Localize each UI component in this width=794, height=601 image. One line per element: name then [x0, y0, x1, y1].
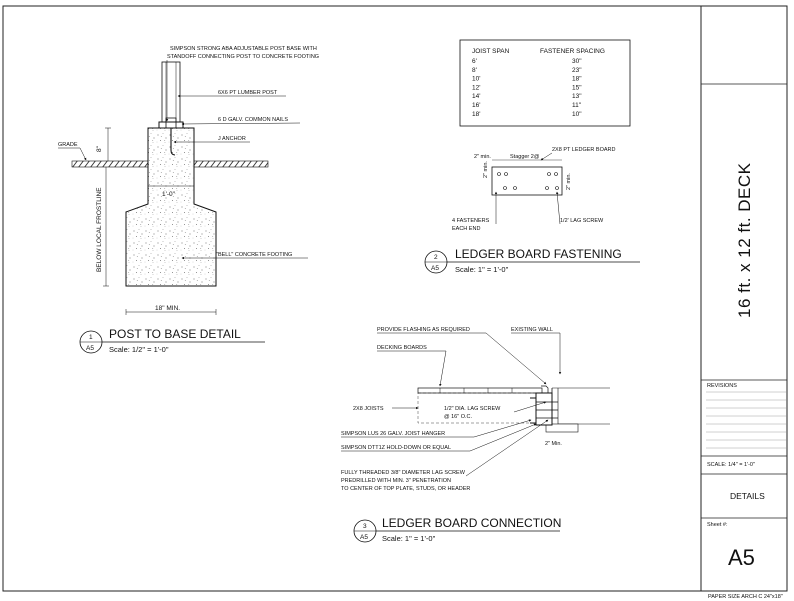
- callout-threaded-2: PREDRILLED WITH MIN. 3" PENETRATION: [341, 478, 452, 484]
- detail-sheet-1: A5: [86, 345, 94, 352]
- dim-left: 2" min.: [483, 161, 489, 178]
- detail-scale-2: Scale: 1" = 1'-0": [455, 265, 509, 274]
- post-base: [159, 122, 183, 128]
- sheet-border: [3, 6, 787, 591]
- fastener-spacing-cell: 23": [572, 66, 582, 74]
- callout-post: 6X6 PT LUMBER POST: [218, 90, 278, 96]
- callout-fasteners-2: EACH END: [452, 226, 481, 232]
- fastener-spacing-cell: 10": [572, 110, 582, 118]
- callout-lag-screw-2: 1/2' LAG SCREW: [560, 218, 604, 224]
- fastener-spacing-cell: 18": [572, 75, 582, 83]
- joist-hanger: [530, 398, 536, 423]
- detail-number-1: 1: [89, 334, 93, 341]
- callout-footing: "BELL" CONCRETE FOOTING: [216, 252, 293, 258]
- fastener-spacing-cell: 11": [572, 102, 582, 109]
- joist-header-span: JOIST SPAN: [472, 48, 510, 55]
- dim-top-left: 2" min.: [474, 154, 491, 160]
- callout-threaded-1: FULLY THREADED 3/8" DIAMETER LAG SCREW: [341, 470, 465, 476]
- callout-anchor: J ANCHOR: [218, 136, 246, 142]
- fastener-spacing-cell: 30": [572, 58, 582, 65]
- ledger-fastening-detail: [425, 147, 640, 274]
- joist-span-cell: 12': [472, 84, 481, 92]
- dim-right: 2" min.: [566, 173, 572, 190]
- callout-threaded-3: TO CENTER OF TOP PLATE, STUDS, OR HEADER: [341, 486, 471, 492]
- detail-sheet-3: A5: [360, 534, 368, 541]
- detail-sheet-2: A5: [431, 265, 439, 272]
- callout-existing-wall: EXISTING WALL: [511, 327, 553, 333]
- joist-span-cell: 8': [472, 66, 477, 74]
- joist-header-spacing: FASTENER SPACING: [540, 48, 605, 55]
- lumber-post: [162, 62, 180, 122]
- title-block: [701, 6, 787, 600]
- revision-rows: [706, 392, 787, 448]
- joist-span-cell: 16': [472, 102, 481, 109]
- callout-joists: 2X8 JOISTS: [353, 406, 384, 412]
- dim-2in-min: 2" Min.: [545, 441, 562, 447]
- callout-flashing: PROVIDE FLASHING AS REQUIRED: [377, 327, 470, 333]
- detail-title-3: LEDGER BOARD CONNECTION: [382, 516, 562, 530]
- detail-number-2: 2: [434, 254, 438, 261]
- detail-scale-3: Scale: 1" = 1'-0": [382, 534, 436, 543]
- detail-title-2: LEDGER BOARD FASTENING: [455, 247, 622, 261]
- joist-span-cell: 14': [472, 93, 481, 101]
- sheet-title: DETAILS: [730, 491, 765, 501]
- callout-post-base-1: SIMPSON STRONG ABA ADJUSTABLE POST BASE WITH: [170, 46, 317, 52]
- dim-min-width: 18" MIN.: [155, 305, 181, 312]
- dim-8in: 8": [96, 146, 103, 152]
- fastener-spacing-cell: 15": [572, 84, 582, 92]
- callout-lag-2: @ 16" O.C.: [444, 414, 473, 420]
- joist-span-table: [460, 40, 630, 126]
- sheet-label: Sheet #:: [707, 522, 728, 528]
- post-to-base-detail: [58, 46, 319, 354]
- footer-note: PAPER SIZE ARCH C 24"x18": [708, 594, 783, 600]
- decking-boards: [418, 388, 542, 393]
- callout-hanger: SIMPSON LUS 26 GALV. JOIST HANGER: [341, 431, 446, 437]
- callout-fasteners-1: 4 FASTENERS: [452, 218, 490, 224]
- callout-nails: 6 D GALV. COMMON NAILS: [218, 117, 288, 123]
- dim-1ft: 1'-0": [162, 191, 175, 198]
- detail-scale-1: Scale: 1/2" = 1'-0": [109, 345, 169, 354]
- frostline-label: BELOW LOCAL FROSTLINE: [96, 187, 103, 272]
- detail-number-3: 3: [363, 523, 367, 530]
- callout-decking: DECKING BOARDS: [377, 345, 427, 351]
- ledger-board-section: [536, 393, 552, 425]
- ledger-connection-detail: [341, 327, 610, 543]
- joist-span-cell: 18': [472, 110, 481, 118]
- project-title: 16 ft. x 12 ft. DECK: [735, 162, 754, 318]
- joist-span-cell: 10': [472, 75, 481, 83]
- fastener-spacing-cell: 13": [572, 93, 582, 101]
- callout-ledger-board: 2X8 PT LEDGER BOARD: [552, 147, 616, 153]
- dim-top-mid: Stagger 2@: [510, 154, 540, 160]
- revisions-label: REVISIONS: [707, 383, 737, 389]
- callout-post-base-2: STANDOFF CONNECTING POST TO CONCRETE FOOTING: [167, 54, 320, 60]
- ledger-board-elevation: [492, 167, 562, 195]
- callout-grade: GRADE: [58, 142, 78, 148]
- detail-title-1: POST TO BASE DETAIL: [109, 327, 241, 341]
- scale-label: SCALE: 1/4" = 1'-0": [707, 462, 755, 468]
- callout-holddown: SIMPSON DTT1Z HOLD-DOWN OR EQUAL: [341, 445, 452, 451]
- sheet-number: A5: [728, 545, 755, 570]
- callout-lag-1: 1/2" DIA. LAG SCREW: [444, 406, 501, 412]
- joist-span-cell: 6': [472, 58, 477, 65]
